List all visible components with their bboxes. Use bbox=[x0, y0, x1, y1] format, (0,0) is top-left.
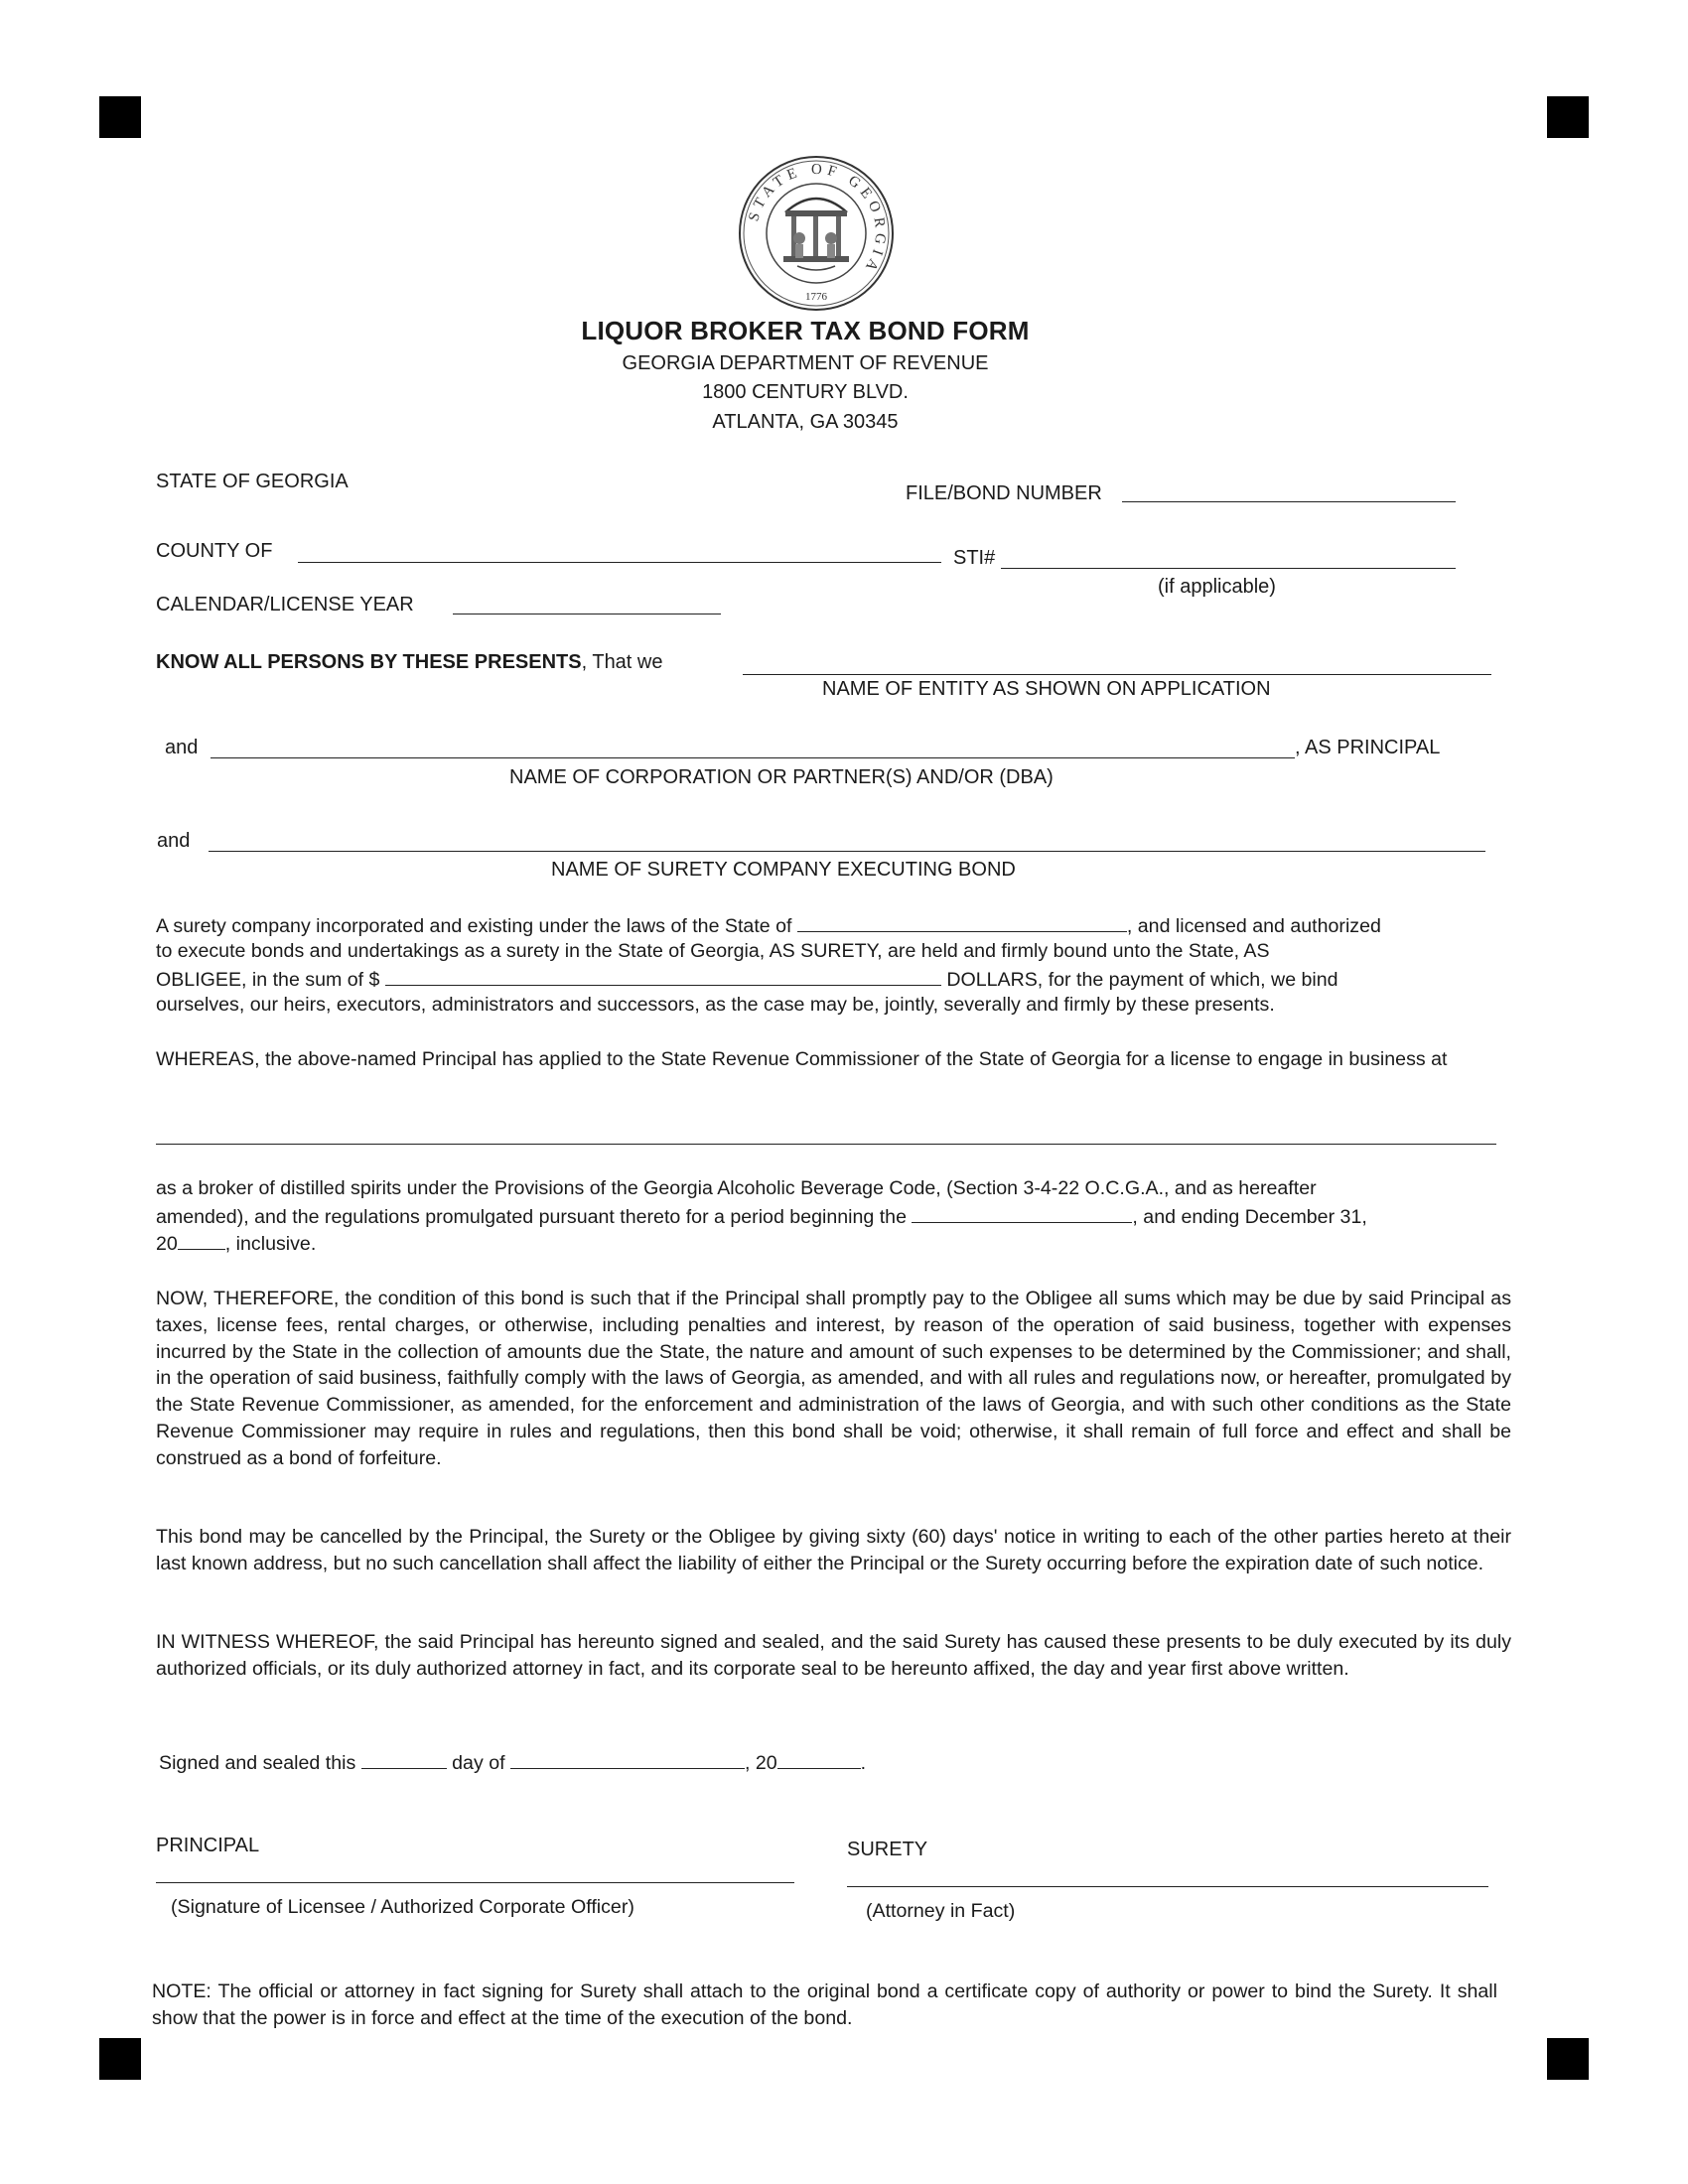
surety-paragraph-line-4: ourselves, our heirs, executors, administrators and successors, as the case may be, jointly, severally and firmly by these presents. bbox=[156, 994, 1275, 1016]
note-paragraph: NOTE: The official or attorney in fact signing for Surety shall attach to the original bond a certificate copy of authority or power to bind the Surety. It shall show that the power is in force and effect at the time of the execution of the bond. bbox=[152, 1980, 1497, 2029]
surety-company-caption: NAME OF SURETY COMPANY EXECUTING BOND bbox=[551, 859, 1016, 881]
ending-year-field[interactable] bbox=[178, 1231, 225, 1250]
surety-paragraph-line-2: to execute bonds and undertakings as a surety in the State of Georgia, AS SURETY, are held and firmly bound unto the State, AS bbox=[156, 940, 1270, 962]
county-of-label: COUNTY OF bbox=[156, 540, 273, 562]
county-of-field[interactable] bbox=[298, 562, 941, 563]
surety-signature-field[interactable] bbox=[847, 1886, 1488, 1887]
as-principal-label: , AS PRINCIPAL bbox=[1295, 737, 1441, 758]
witness-paragraph: IN WITNESS WHEREOF, the said Principal has hereunto signed and sealed, and the said Surety has caused these presents to be duly executed by its duly authorized officials, or its duly authorized attorney in fact, and its corporate seal to be hereunto affixed, the day and year first above written. bbox=[156, 1631, 1511, 1680]
that-we-text: , That we bbox=[581, 651, 663, 673]
bond-amount-field[interactable] bbox=[385, 967, 941, 986]
signed-sealed-line: Signed and sealed this day of , 20 . bbox=[159, 1752, 867, 1774]
surety-label: SURETY bbox=[847, 1839, 928, 1860]
state-of-label: STATE OF GEORGIA bbox=[156, 471, 349, 492]
file-bond-number-label: FILE/BOND NUMBER bbox=[906, 482, 1102, 504]
registration-mark-bottom-left bbox=[99, 2038, 141, 2080]
if-applicable-note: (if applicable) bbox=[1158, 576, 1276, 598]
entity-name-caption: NAME OF ENTITY AS SHOWN ON APPLICATION bbox=[822, 678, 1271, 700]
cancellation-paragraph: This bond may be cancelled by the Principal, the Surety or the Obligee by giving sixty (60) days' notice in writing to each of the other parties hereto at their last known address, but no such cancellation shall affect the liability of either the Principal or the Surety occurring before the expiration date of such notice. bbox=[156, 1526, 1511, 1574]
now-therefore-paragraph: NOW, THEREFORE, the condition of this bond is such that if the Principal shall promptly pay to the Obligee all sums which may be due by said Principal as taxes, license fees, rental charges, or otherwise, including penalties and interest, by reason of the operation of said business, together with expenses incurred by the State in the collection of amounts due the State, the nature and amount of such expenses to be determined by the Commissioner; and shall, in the operation of said business, faithfully comply with the laws of Georgia, as amended, and with all rules and regulations now, or hereafter, promulgated by the State Revenue Commissioner, as amended, for the enforcement and administration of the laws of Georgia, and with such other conditions as the State Revenue Commissioner may require in rules and regulations, then this bond shall be void; otherwise, it shall remain of full force and effect and shall be construed as a bond of forfeiture. bbox=[156, 1288, 1511, 1469]
know-all-persons-heading: KNOW ALL PERSONS BY THESE PRESENTS bbox=[156, 651, 582, 673]
calendar-license-year-label: CALENDAR/LICENSE YEAR bbox=[156, 594, 414, 615]
surety-signature-caption: (Attorney in Fact) bbox=[866, 1900, 1016, 1922]
broker-line-1: as a broker of distilled spirits under the Provisions of the Georgia Alcoholic Beverage Code, (Section 3-4-22 O.C.G.A., and as hereafter bbox=[156, 1177, 1317, 1199]
registration-mark-top-right bbox=[1547, 96, 1589, 138]
period-begin-field[interactable] bbox=[912, 1204, 1132, 1223]
and-label-1: and bbox=[165, 737, 199, 758]
principal-label: PRINCIPAL bbox=[156, 1835, 260, 1856]
business-address-field[interactable] bbox=[156, 1144, 1496, 1145]
signed-month-field[interactable] bbox=[510, 1750, 745, 1769]
whereas-paragraph: WHEREAS, the above-named Principal has applied to the State Revenue Commissioner of the State of Georgia for a license to engage in business at bbox=[156, 1048, 1448, 1070]
sti-field[interactable] bbox=[1001, 568, 1456, 569]
broker-line-3: 20 , inclusive. bbox=[156, 1233, 317, 1255]
state-seal-icon bbox=[738, 155, 895, 312]
address-line-2: ATLANTA, GA 30345 bbox=[712, 411, 899, 433]
entity-name-field[interactable] bbox=[743, 674, 1491, 675]
address-line-1: 1800 CENTURY BLVD. bbox=[702, 381, 909, 403]
surety-paragraph-line-3: OBLIGEE, in the sum of $ DOLLARS, for the payment of which, we bind bbox=[156, 969, 1338, 991]
registration-mark-bottom-right bbox=[1547, 2038, 1589, 2080]
and-label-2: and bbox=[157, 830, 191, 852]
surety-company-name-field[interactable] bbox=[209, 851, 1485, 852]
surety-paragraph-line-1: A surety company incorporated and existing under the laws of the State of , and licensed and authorized bbox=[156, 915, 1381, 937]
seal-text: STATE OF GEORGIA bbox=[746, 161, 889, 278]
corporation-name-caption: NAME OF CORPORATION OR PARTNER(S) AND/OR (DBA) bbox=[509, 766, 1054, 788]
broker-line-2: amended), and the regulations promulgated pursuant thereto for a period beginning the , and ending December 31, bbox=[156, 1206, 1367, 1228]
signed-day-field[interactable] bbox=[361, 1750, 447, 1769]
know-all-persons-line bbox=[156, 651, 663, 674]
department-name: GEORGIA DEPARTMENT OF REVENUE bbox=[622, 352, 989, 374]
principal-signature-caption: (Signature of Licensee / Authorized Corporate Officer) bbox=[171, 1896, 634, 1918]
sti-label: STI# bbox=[953, 547, 996, 569]
form-title: LIQUOR BROKER TAX BOND FORM bbox=[581, 316, 1030, 345]
surety-state-field[interactable] bbox=[797, 913, 1127, 932]
signed-year-field[interactable] bbox=[777, 1750, 861, 1769]
corporation-name-field[interactable] bbox=[211, 757, 1295, 758]
principal-signature-field[interactable] bbox=[156, 1882, 794, 1883]
registration-mark-top-left bbox=[99, 96, 141, 138]
seal-year: 1776 bbox=[805, 291, 827, 303]
file-bond-number-field[interactable] bbox=[1122, 501, 1456, 502]
